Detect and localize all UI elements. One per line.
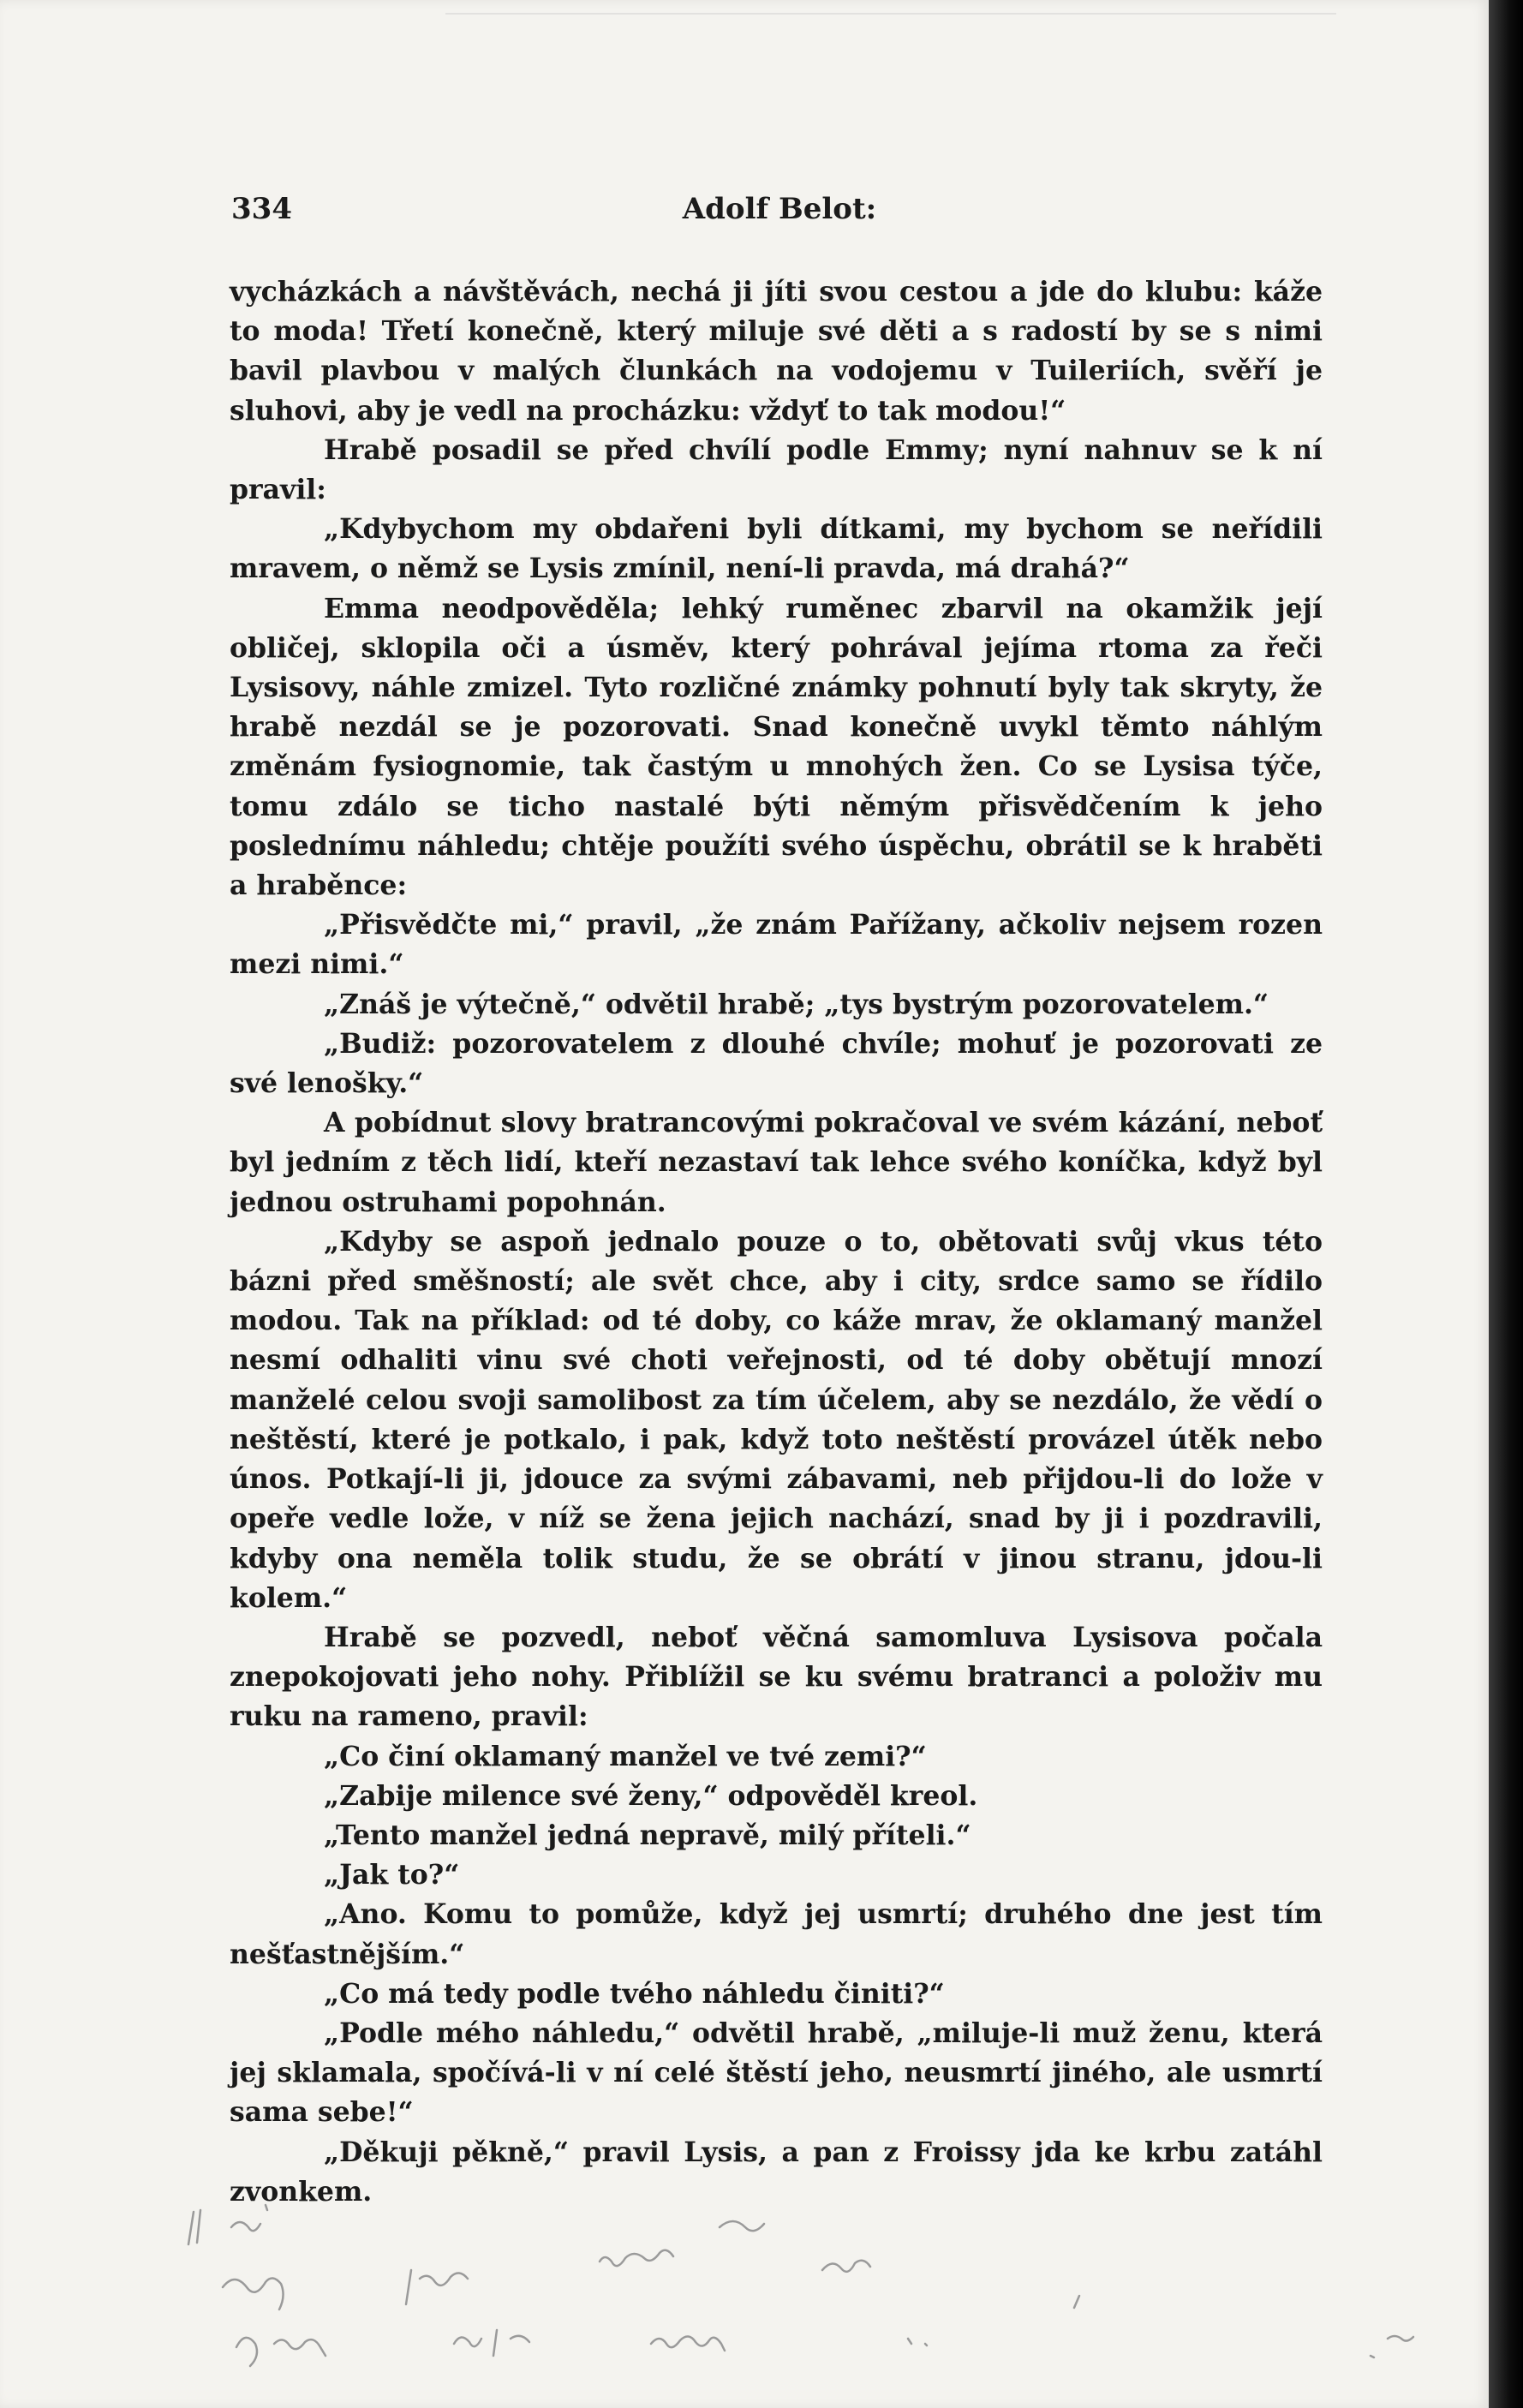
page-number: 334 xyxy=(231,192,292,226)
paragraph: „Znáš je výtečně,“ odvětil hrabě; „tys bystrým pozorovatelem.“ xyxy=(324,988,1269,1020)
paragraph: „Kdyby se aspoň jednalo pouze o to, obětovati svůj vkus této bázni před směšností; ale svět chce, aby i city, srdce samo se řídilo modou. Tak na příklad: od té doby, co káže mrav, že oklamaný manžel nesmí odhaliti vinu své choti veřejnosti, od té doby obětují mnozí manželé celou svoji samolibost za tím účelem, aby se nezdálo, že vědí o neštěstí, které je potkalo, i pak, když toto neštěstí provázel útěk nebo únos. Potkají-li ji, jdouce za svými zábavami, neb přijdou-li do lože v opeře vedle lože, v níž se žena jejich nachází, snad by ji i pozdravili, kdyby ona neměla tolik studu, že se obrátí v jinou stranu, jdou-li kolem.“ xyxy=(230,1225,1323,1614)
paragraph: Emma neodpověděla; lehký ruměnec zbarvil na okamžik její obličej, sklopila oči a úsměv, který pohrával jejíma rtoma za řeči Lysisovy, náhle zmizel. Tyto rozličné známky pohnutí byly tak skryty, že hrabě nezdál se je pozorovati. Snad konečně uvykl těmto náhlým změnám fysiognomie, tak častým u mnohých žen. Co se Lysisa týče, tomu zdálo se ticho nastalé býti němým přisvědčením k jeho poslednímu náhledu; chtěje použíti svého úspěchu, obrátil se k hraběti a hraběnce: xyxy=(230,592,1323,902)
body-text xyxy=(230,272,1323,2212)
paragraph: „Podle mého náhledu,“ odvětil hrabě, „miluje-li muž ženu, která jej sklamala, spočívá-li v ní celé štěstí jeho, neusmrtí jiného, ale usmrtí sama sebe!“ xyxy=(230,2017,1323,2129)
paragraph: „Tento manžel jedná nepravě, milý příteli.“ xyxy=(324,1819,971,1851)
paragraph: Hrabě posadil se před chvílí podle Emmy; nyní nahnuv se k ní pravil: xyxy=(230,433,1323,506)
paragraph: „Děkuji pěkně,“ pravil Lysis, a pan z Froissy jda ke krbu zatáhl zvonkem. xyxy=(230,2136,1323,2208)
page-header xyxy=(231,192,1328,235)
paragraph: „Přisvědčte mi,“ pravil, „že znám Pařížany, ačkoliv nejsem rozen mezi nimi.“ xyxy=(230,909,1323,981)
paragraph: Hrabě se pozvedl, neboť věčná samomluva Lysisova počala znepokojovati jeho nohy. Přiblížil se ku svému bratranci a položiv mu ruku na rameno, pravil: xyxy=(230,1621,1323,1733)
paragraph: „Co má tedy podle tvého náhledu činiti?“ xyxy=(324,1977,945,2010)
paragraph: „Co činí oklamaný manžel ve tvé zemi?“ xyxy=(324,1740,927,1772)
pencil-handwriting xyxy=(171,2193,1456,2399)
paragraph: „Budiž: pozorovatelem z dlouhé chvíle; mohuť je pozorovati ze své lenošky.“ xyxy=(230,1027,1323,1100)
paragraph: „Ano. Komu to pomůže, když jej usmrtí; druhého dne jest tím nešťastnějším.“ xyxy=(230,1898,1323,1970)
paragraph: vycházkách a návštěvách, nechá ji jíti svou cestou a jde do klubu: káže to moda! Třetí konečně, který miluje své děti a s radostí by se s nimi bavil plavbou v malých člunkách na vodojemu v Tuileriích, svěří je sluhovi, aby je vedl na procházku: vždyť to tak modou!“ xyxy=(230,276,1323,427)
scan-edge-shadow xyxy=(1489,0,1523,2408)
paragraph: A pobídnut slovy bratrancovými pokračoval ve svém kázání, neboť byl jedním z těch lidí, kteří nezastaví tak lehce svého koníčka, když byl jednou ostruhami popohnán. xyxy=(230,1107,1323,1218)
paragraph: „Kdybychom my obdařeni byli dítkami, my bychom se neřídili mravem, o němž se Lysis zmínil, není-li pravda, má drahá?“ xyxy=(230,513,1323,585)
running-head: Adolf Belot: xyxy=(682,192,877,226)
top-scan-mark xyxy=(445,5,1336,10)
paragraph: „Zabije milence své ženy,“ odpověděl kreol. xyxy=(324,1779,978,1812)
paragraph: „Jak to?“ xyxy=(324,1859,460,1891)
